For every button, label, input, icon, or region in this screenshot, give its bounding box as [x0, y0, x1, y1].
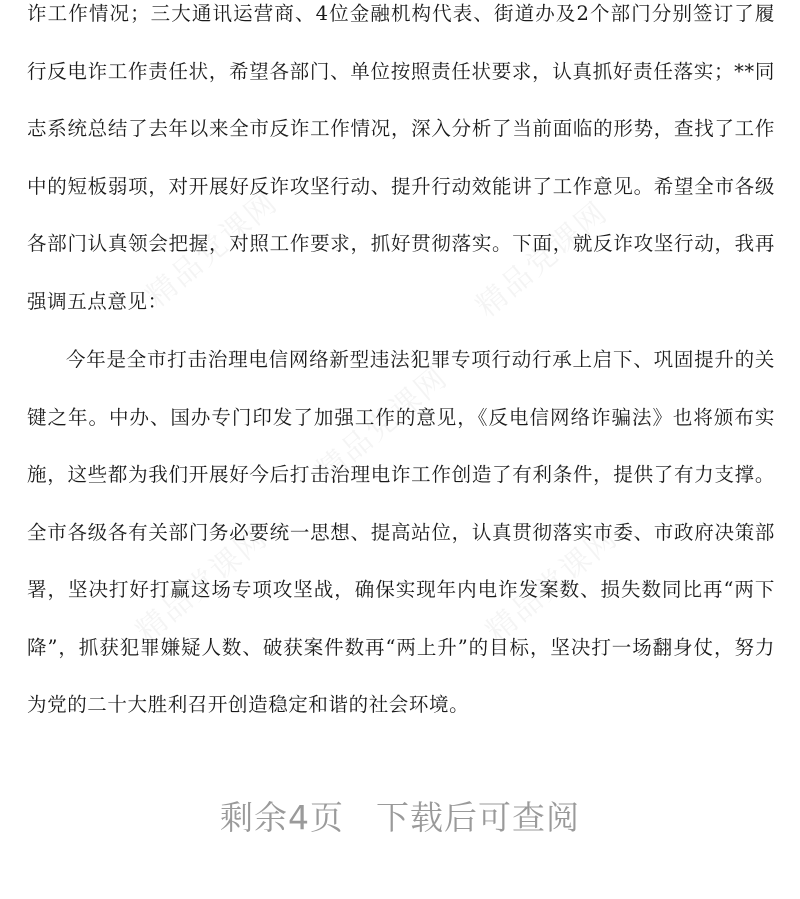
watermark: 精品党课网	[469, 194, 615, 325]
watermark: 精品党课网	[139, 184, 285, 315]
remaining-pages-banner[interactable]	[0, 792, 800, 839]
watermark: 精品党课网	[129, 519, 275, 650]
body-paragraph: 今年是全市打击治理电信网络新型违法犯罪专项行动行承上启下、巩固提升的关键之年。中办、国办专门印发了加强工作的意见，《反电信网络诈骗法》也将颁布实施，这些都为我们开展好今后打击治理电诈工作创造了有利条件，提供了有力支撑。全市各级各有关部门务必要统一思想、提高站位，认真贯彻落实市委、市政府决策部署，坚决打好打赢这场专项攻坚战，确保实现年内电诈发案数、损失数同比再“两下降”，抓获犯罪嫌疑人数、破获案件数再“两上升”的目标，坚决打一场翻身仗，努力为党的二十大胜利召开创造稳定和谐的社会环境。	[27, 348, 775, 716]
body-paragraph: 诈工作情况；三大通讯运营商、4位金融机构代表、街道办及2个部门分别签订了履行反电诈工作责任状，希望各部门、单位按照责任状要求，认真抓好责任落实；**同志系统总结了去年以来全市反诈工作情况，深入分析了当前面临的形势，查找了工作中的短板弱项，对开展好反诈攻坚行动、提升行动效能讲了工作意见。希望全市各级各部门认真领会把握，对照工作要求，抓好贯彻落实。下面，就反诈攻坚行动，我再强调五点意见：	[27, 2, 775, 313]
download-hint-label: 下载后可查阅	[376, 798, 580, 837]
watermark: 精品党课网	[479, 519, 625, 650]
watermark: 精品党课网	[309, 359, 455, 490]
remaining-pages-label: 剩余4页	[220, 798, 344, 837]
